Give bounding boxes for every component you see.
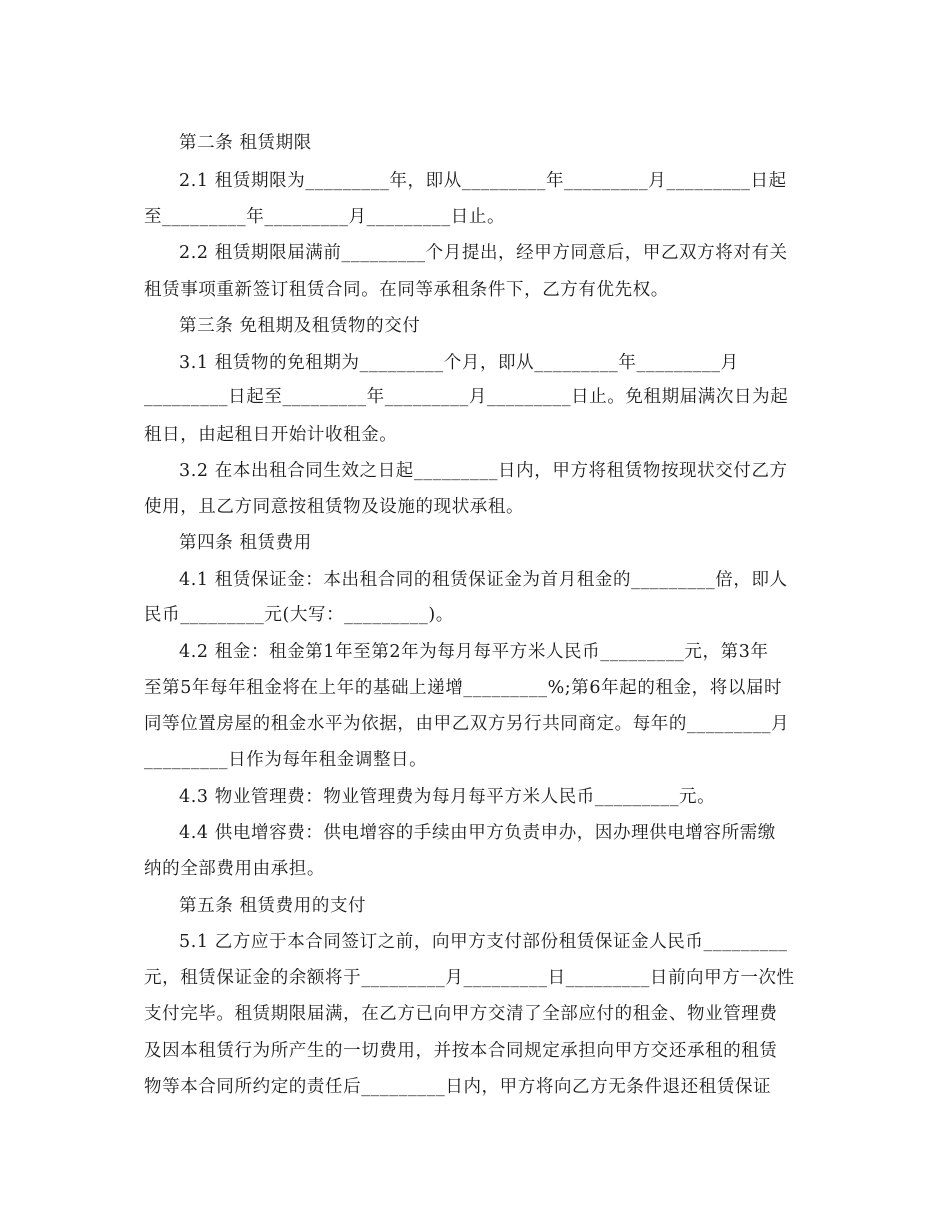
paragraph-line: 支付完毕。租赁期限届满，在乙方已向甲方交清了全部应付的租金、物业管理费	[144, 1004, 778, 1024]
paragraph-line: 民币_________元(大写：_________)。	[144, 605, 454, 625]
paragraph-line: 4.3 物业管理费：物业管理费为每月每平方米人民币_________元。	[179, 787, 716, 807]
paragraph-line: 5.1 乙方应于本合同签订之前，向甲方支付部份租赁保证金人民币_________	[179, 932, 788, 952]
paragraph-line: 租日，由起租日开始计收租金。	[144, 425, 398, 445]
paragraph-line: 2.1 租赁期限为_________年，即从_________年_________月_________日起	[179, 171, 787, 191]
paragraph-line: 及因本租赁行为所产生的一切费用，并按本合同规定承担向甲方交还承租的租赁	[144, 1041, 778, 1061]
section-heading: 第三条 免租期及租赁物的交付	[179, 316, 421, 336]
paragraph-line: 2.2 租赁期限届满前_________个月提出，经甲方同意后，甲乙双方将对有关	[179, 243, 788, 263]
paragraph-line: 使用，且乙方同意按租赁物及设施的现状承租。	[144, 497, 525, 517]
paragraph-line: 4.4 供电增容费：供电增容的手续由甲方负责申办，因办理供电增容所需缴	[179, 823, 776, 843]
paragraph-line: 同等位置房屋的租金水平为依据，由甲乙双方另行共同商定。每年的_________月	[144, 714, 790, 734]
paragraph-line: 元，租赁保证金的余额将于_________月_________日_________日前向甲方一次性	[144, 968, 795, 988]
paragraph-line: _________日起至_________年_________月_________日止。免租期届满次日为起	[144, 387, 789, 407]
paragraph-line: _________日作为每年租金调整日。	[144, 750, 428, 770]
paragraph-line: 至_________年_________月_________日止。	[144, 207, 506, 227]
paragraph-line: 3.2 在本出租合同生效之日起_________日内，甲方将租赁物按现状交付乙方	[179, 461, 788, 481]
section-heading: 第四条 租赁费用	[179, 533, 312, 553]
paragraph-line: 纳的全部费用由承担。	[144, 859, 325, 879]
section-heading: 第五条 租赁费用的支付	[179, 896, 367, 916]
section-heading: 第二条 租赁期限	[179, 133, 312, 153]
paragraph-line: 租赁事项重新签订租赁合同。在同等承租条件下，乙方有优先权。	[144, 280, 669, 300]
paragraph-line: 至第5年每年租金将在上年的基础上递增_________%;第6年起的租金，将以届时	[144, 678, 783, 698]
paragraph-line: 3.1 租赁物的免租期为_________个月，即从_________年_________月	[179, 353, 739, 373]
paragraph-line: 物等本合同所约定的责任后_________日内，甲方将向乙方无条件退还租赁保证	[144, 1077, 772, 1097]
paragraph-line: 4.1 租赁保证金：本出租合同的租赁保证金为首月租金的_________倍，即人	[179, 570, 788, 590]
paragraph-line: 4.2 租金：租金第1年至第2年为每月每平方米人民币_________元，第3年	[179, 642, 769, 662]
